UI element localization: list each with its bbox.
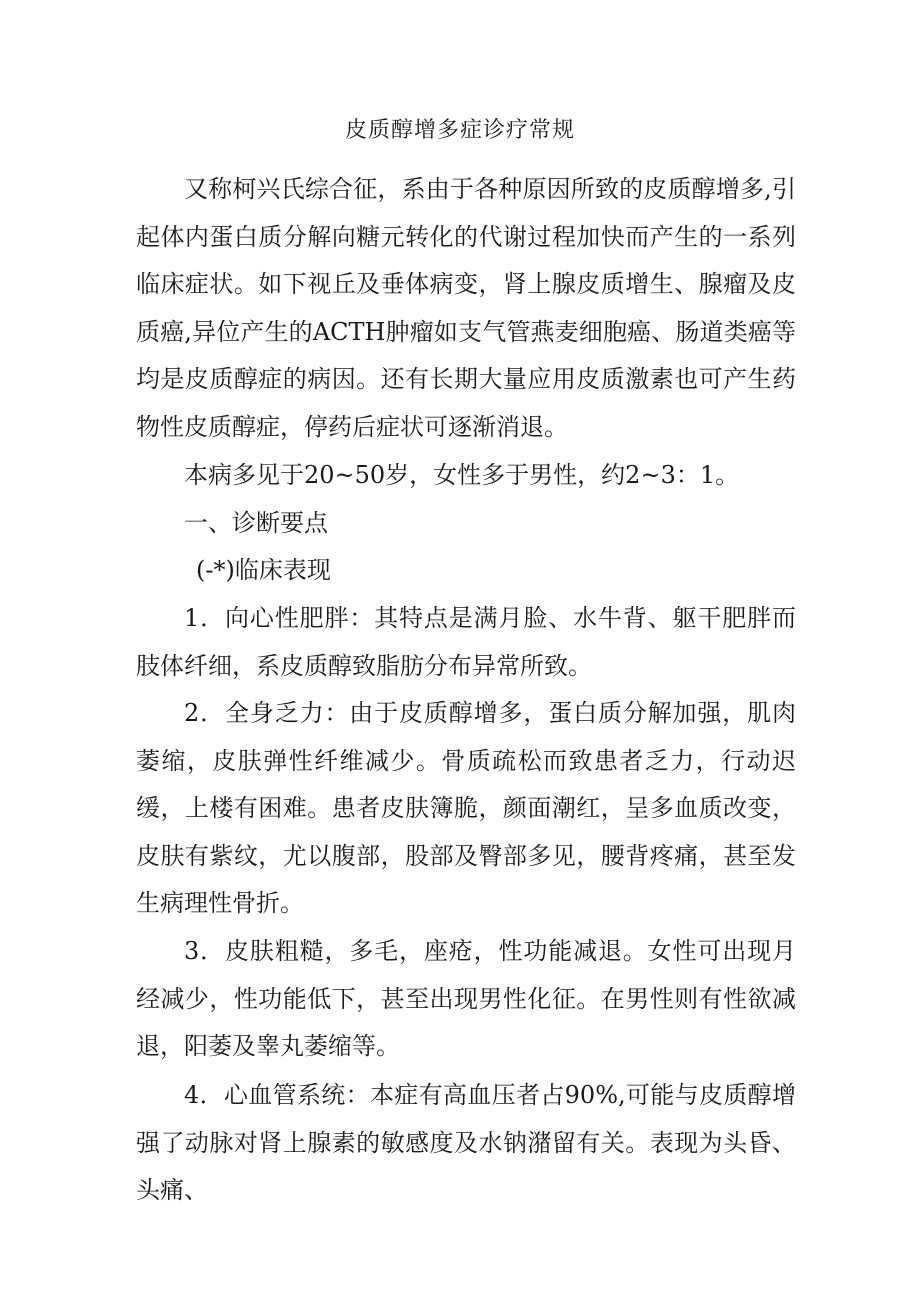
subsection-heading-clinical: (-*)临床表现	[196, 556, 331, 584]
list-item-1: 1．向心性肥胖：其特点是满月脸、水牛背、躯干肥胖而肢体纤细，系皮质醇致脂肪分布异常所致。	[136, 604, 796, 680]
list-item-4: 4．心血管系统：本症有高血压者占90%,可能与皮质醇增强了动脉对肾上腺素的敏感度及水钠潴留有关。表现为头昏、头痛、	[136, 1081, 796, 1204]
paragraph-epidemiology: 本病多见于20~50岁，女性多于男性，约2~3：1。	[184, 461, 740, 489]
list-item-3: 3．皮肤粗糙，多毛，座疮，性功能减退。女性可出现月经减少，性功能低下，甚至出现男性化征。在男性则有性欲减退，阳萎及睾丸萎缩等。	[136, 937, 796, 1060]
document-title: 皮质醇增多症诊疗常规	[344, 118, 575, 143]
section-heading-diagnosis: 一、诊断要点	[184, 509, 328, 537]
paragraph-intro: 又称柯兴氏综合征，系由于各种原因所致的皮质醇增多,引起体内蛋白质分解向糖元转化的代谢过程加快而产生的一系列临床症状。如下视丘及垂体病变，肾上腺皮质增生、腺瘤及皮质癌,异位产生的ACTH肿瘤如支气管燕麦细胞癌、肠道类癌等均是皮质醇症的病因。还有长期大量应用皮质激素也可产生药物性皮质醇症，停药后症状可逐渐消退。	[136, 175, 796, 441]
list-item-2: 2．全身乏力：由于皮质醇增多，蛋白质分解加强，肌肉萎缩，皮肤弹性纤维减少。骨质疏松而致患者乏力，行动迟缓，上楼有困难。患者皮肤簿脆，颜面潮红，呈多血质改变，皮肤有紫纹，尤以腹部，股部及臀部多见，腰背疼痛，甚至发生病理性骨折。	[136, 699, 796, 917]
